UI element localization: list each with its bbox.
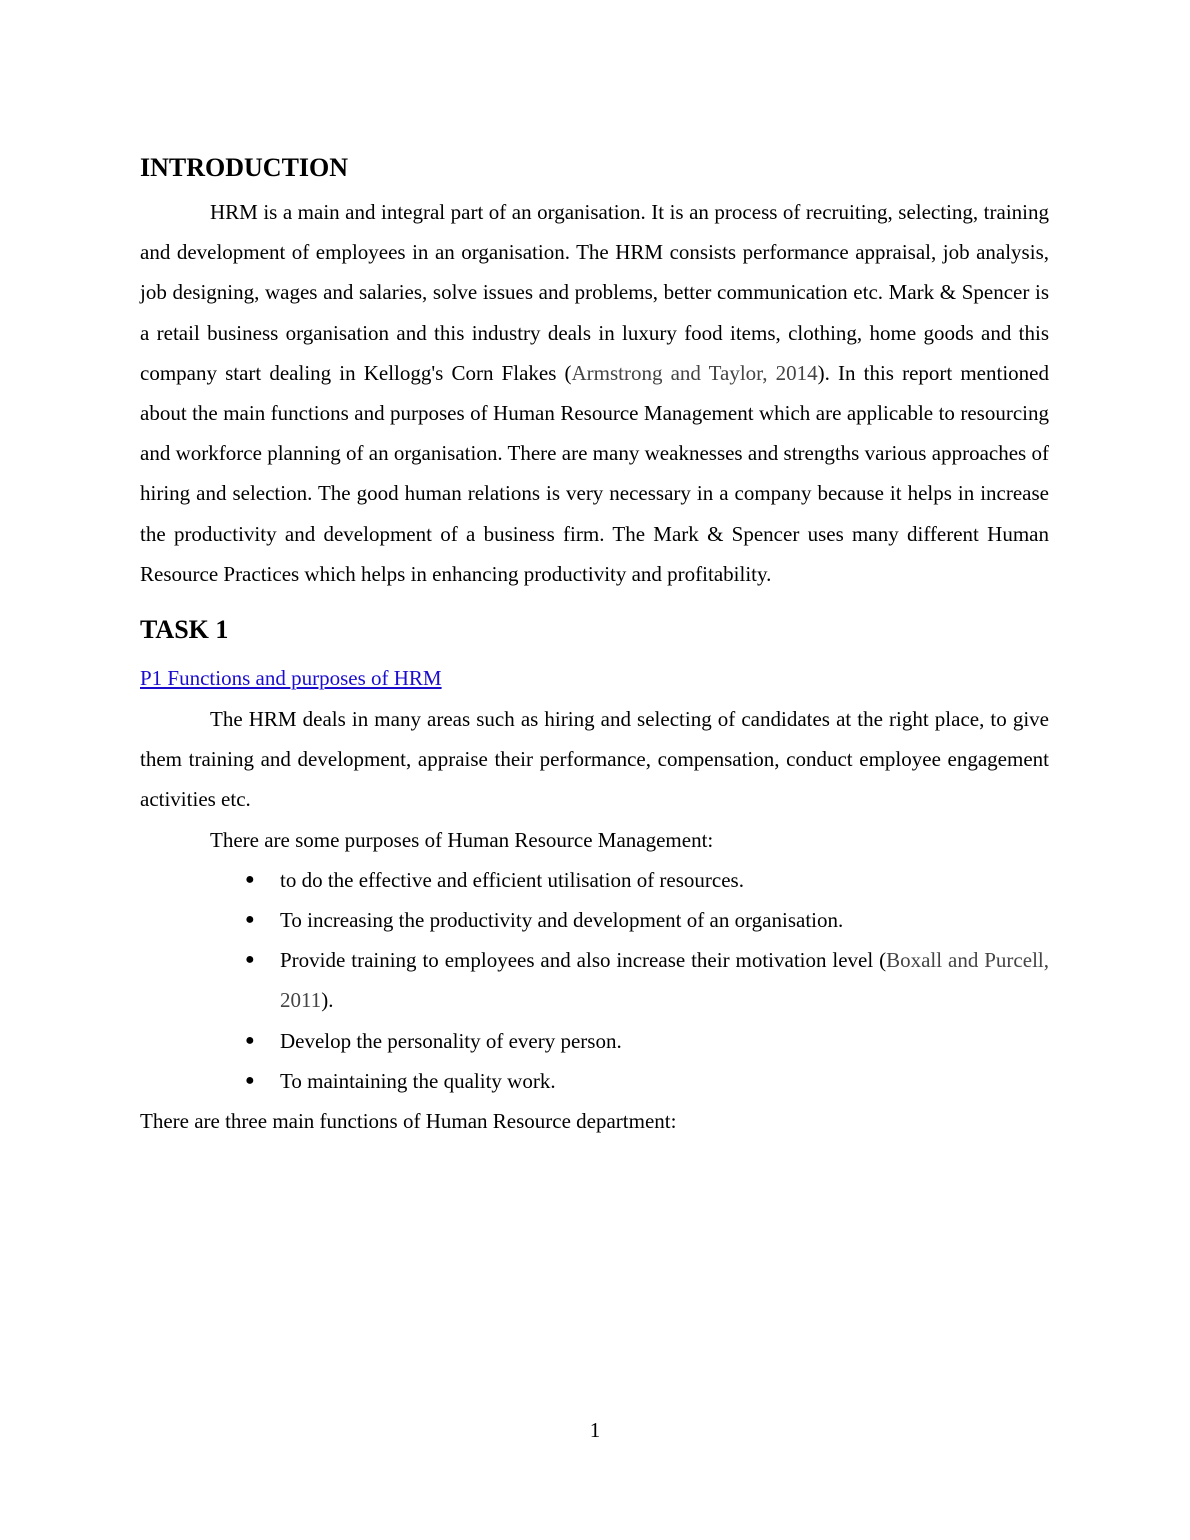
bullet-icon: ● <box>245 1031 255 1049</box>
list-item-text: To maintaining the quality work. <box>280 1068 556 1093</box>
intro-text-part-2: ). In this report mentioned about the main functions and purposes of Human Resource Management which are applicable to resourcing and workforce planning of an organisation. There are many weaknesses and strengths various approaches of hiring and selection. The good human relations is very necessary in a company because it helps in increase the productivity and development of a business firm. The Mark & Spencer uses many different Human Resource Practices which helps in enhancing productivity and profitability. <box>140 360 1049 586</box>
list-item <box>245 900 1049 940</box>
task1-paragraph-3: There are three main functions of Human Resource department: <box>140 1109 677 1134</box>
list-item-text: Develop the personality of every person. <box>280 1028 622 1053</box>
introduction-paragraph <box>140 192 1049 594</box>
citation-boxall-purcell: Boxall and Purcell, 2011 <box>280 948 1049 1013</box>
document-page <box>140 148 1049 1141</box>
list-item-text: to do the effective and efficient utilisation of resources. <box>280 867 744 892</box>
bullet-icon: ● <box>245 951 255 969</box>
list-item-text: To increasing the productivity and development of an organisation. <box>280 908 844 933</box>
task1-paragraph-2: There are some purposes of Human Resource Management: <box>210 827 714 852</box>
bullet-icon: ● <box>245 911 255 929</box>
bullet-icon: ● <box>245 870 255 888</box>
list-item <box>245 860 1049 900</box>
introduction-heading: INTRODUCTION <box>140 153 349 182</box>
intro-text-part-1: HRM is a main and integral part of an organisation. It is an process of recruiting, selecting, training and development of employees in an organisation. The HRM consists performance appraisal, job analysis, job designing, wages and salaries, solve issues and problems, better communication etc. Mark & Spencer is a retail business organisation and this industry deals in luxury food items, clothing, home goods and this company start dealing in Kellogg's Corn Flakes ( <box>140 200 1049 385</box>
page-number: 1 <box>589 1418 601 1442</box>
task1-heading: TASK 1 <box>140 615 229 645</box>
list-item-text-end: ). <box>321 988 334 1013</box>
task1-paragraph-1: The HRM deals in many areas such as hiring and selecting of candidates at the right place, to give them training and development, appraise their performance, compensation, conduct employee engagement activities etc. <box>140 707 1049 812</box>
list-item-text: Provide training to employees and also increase their motivation level ( <box>280 948 887 973</box>
p1-functions-link[interactable]: P1 Functions and purposes of HRM <box>140 666 442 691</box>
citation-armstrong-taylor: Armstrong and Taylor, 2014 <box>571 360 818 385</box>
list-item <box>245 1021 1049 1061</box>
list-item <box>245 940 1049 1020</box>
list-item <box>245 1061 1049 1101</box>
bullet-icon: ● <box>245 1071 255 1089</box>
purposes-list <box>140 860 1049 1101</box>
